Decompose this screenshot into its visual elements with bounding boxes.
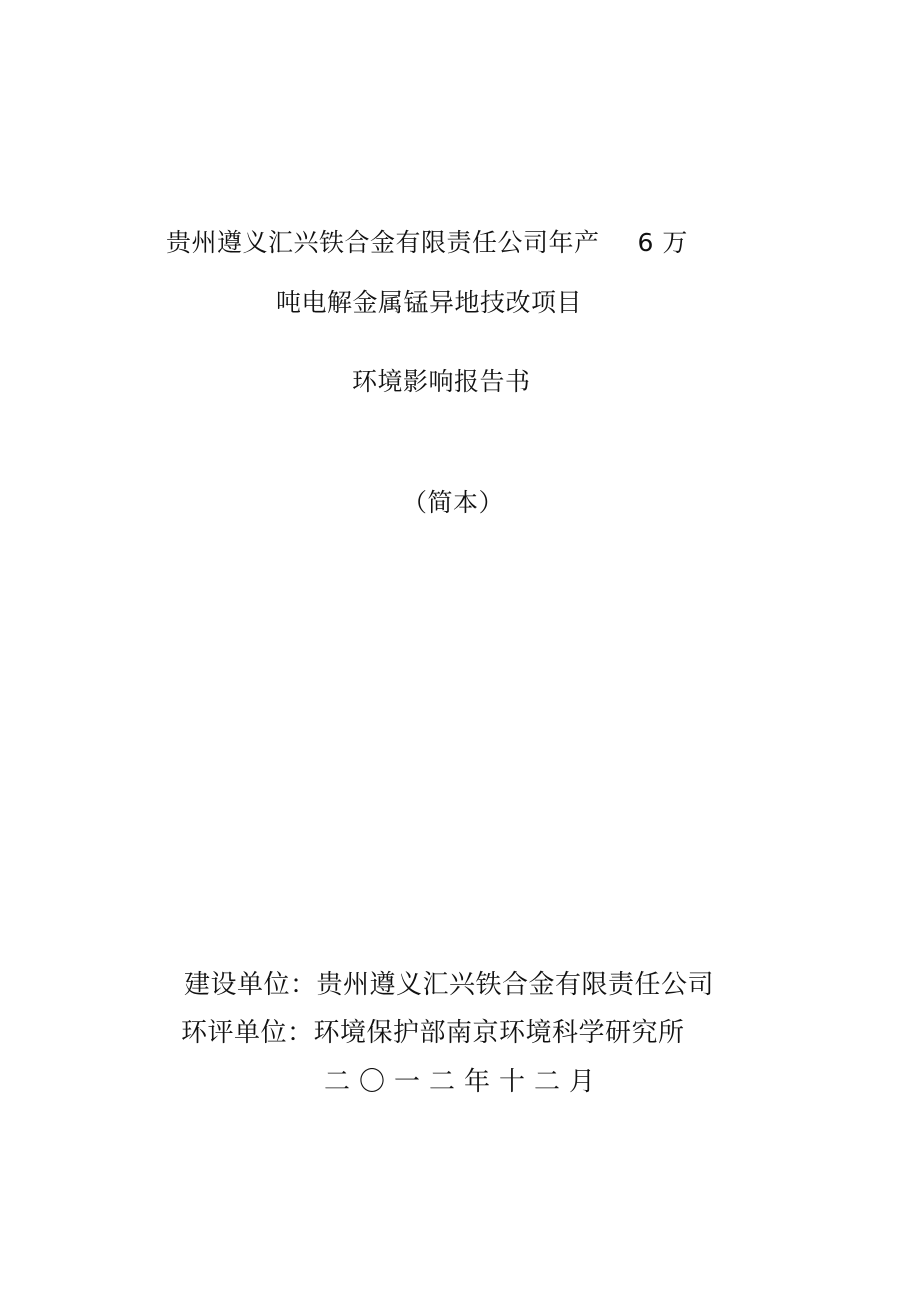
construction-unit: 建设单位：贵州遵义汇兴铁合金有限责任公司 [184,970,715,1000]
report-title-line-1-text: 贵州遵义汇兴铁合金有限责任公司年产 [166,228,600,257]
report-title-line-3: 环境影响报告书 [352,367,531,396]
report-title-line-1 [166,227,688,259]
report-date: 二〇一二年十二月 [324,1067,605,1097]
report-subtitle: （简本） [402,488,505,517]
report-title-line-1-quantity: 6 万 [637,228,688,257]
assessment-unit: 环评单位：环境保护部南京环境科学研究所 [181,1018,685,1048]
report-title-line-2: 吨电解金属锰异地技改项目 [276,288,583,317]
